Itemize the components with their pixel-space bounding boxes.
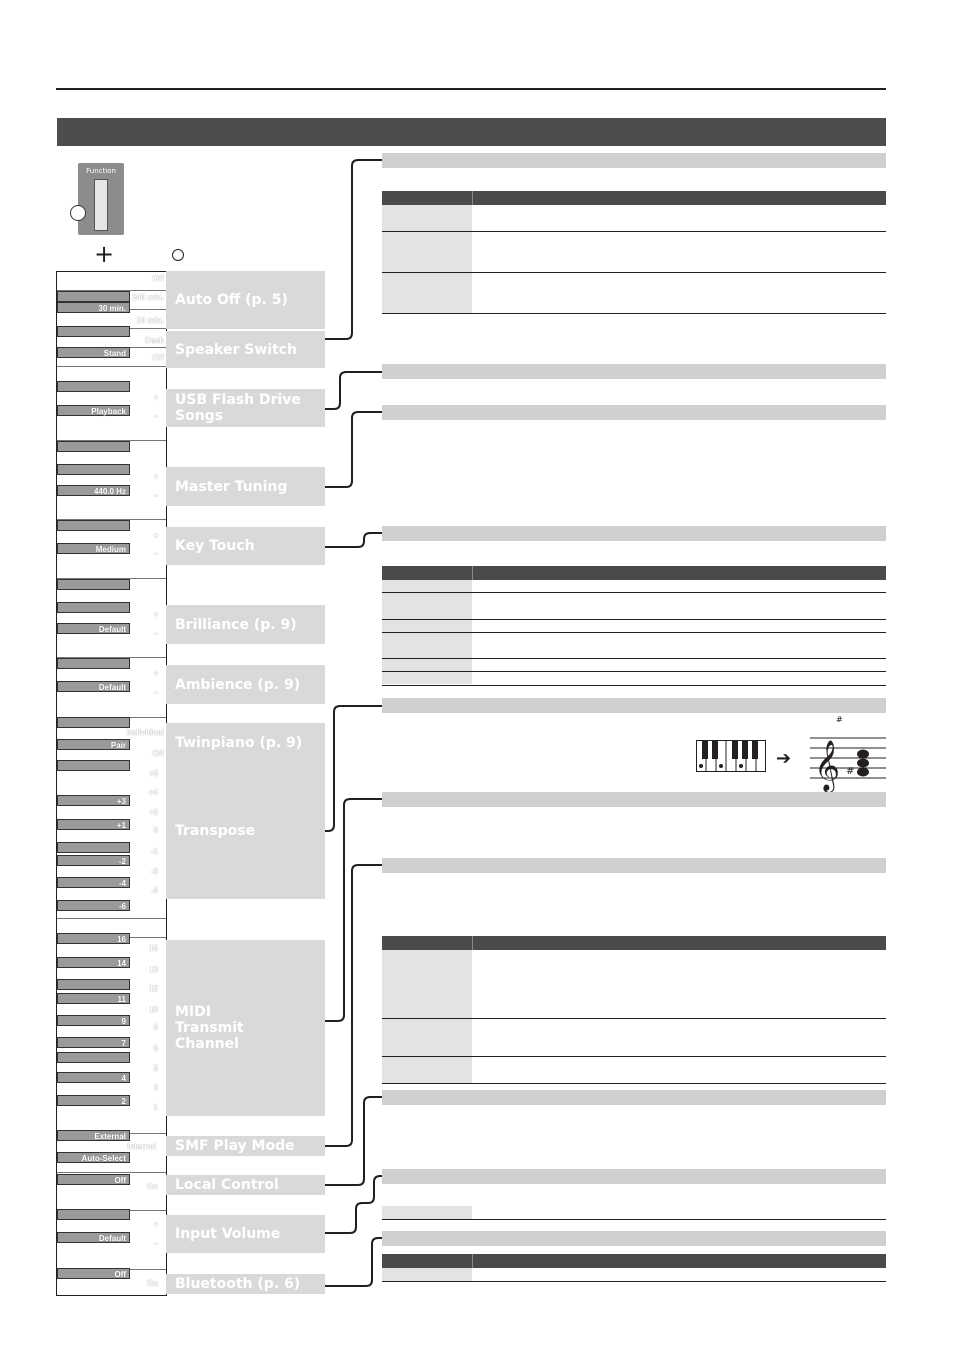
key-label-10: 10 min. bbox=[136, 316, 164, 325]
label-master-tuning: Master Tuning bbox=[166, 467, 325, 506]
arrow-right-icon: ➔ bbox=[776, 748, 792, 769]
label-key-touch: Key Touch bbox=[166, 527, 325, 565]
transpose-label: +3 bbox=[116, 797, 126, 806]
key-label-external: External bbox=[94, 1132, 126, 1141]
label-usb-songs: USB Flash Drive Songs bbox=[166, 389, 325, 427]
key-label-minus: – bbox=[153, 491, 158, 500]
transpose-label: -4 bbox=[118, 879, 126, 888]
key-label-minus: – bbox=[153, 688, 158, 697]
midi-label: 15 bbox=[149, 944, 158, 953]
key-label-default: Default bbox=[98, 683, 126, 692]
midi-label: 14 bbox=[117, 959, 126, 968]
label-auto-off: Auto Off (p. 5) bbox=[166, 271, 325, 329]
key-label-240: 240 min. bbox=[131, 293, 164, 302]
key-label-plus: + bbox=[153, 531, 158, 540]
label-smf-play-mode: SMF Play Mode bbox=[166, 1136, 325, 1156]
key-label-stand: Stand bbox=[103, 349, 126, 358]
key-label-local-on: On bbox=[146, 1182, 158, 1191]
key-label-plus: + bbox=[153, 472, 158, 481]
midi-label: 11 bbox=[117, 995, 126, 1004]
midi-label: 13 bbox=[149, 965, 158, 974]
label-twinpiano: Twinpiano (p. 9) bbox=[166, 723, 325, 762]
key-label-hz: 440.0 Hz bbox=[93, 487, 126, 496]
label-speaker-switch: Speaker Switch bbox=[166, 331, 325, 368]
key-label-local-off: Off bbox=[114, 1176, 126, 1185]
transpose-label: 0 bbox=[153, 826, 158, 835]
key-label-plus: + bbox=[153, 393, 158, 402]
midi-label: 6 bbox=[153, 1044, 158, 1053]
midi-label: 10 bbox=[149, 1005, 158, 1014]
key-label-desk: Desk bbox=[144, 336, 164, 345]
plus-icon: + bbox=[94, 240, 115, 268]
label-transpose: Transpose bbox=[166, 762, 325, 899]
key-label-pair: Pair bbox=[110, 741, 126, 750]
key-label-minus: – bbox=[153, 1239, 158, 1248]
label-brilliance: Brilliance (p. 9) bbox=[166, 605, 325, 644]
midi-label: 8 bbox=[153, 1023, 158, 1032]
key-label-minus: – bbox=[153, 412, 158, 421]
key-label-plus: + bbox=[153, 669, 158, 678]
function-label: Function bbox=[86, 167, 116, 175]
key-label-default: Default bbox=[98, 625, 126, 634]
key-label-default: Default bbox=[98, 1234, 126, 1243]
key-label-internal: Internal bbox=[127, 1142, 156, 1151]
key-label-minus: – bbox=[153, 629, 158, 638]
key-label-auto: Auto-Select bbox=[81, 1154, 126, 1163]
midi-label: 7 bbox=[121, 1039, 126, 1048]
midi-label: 16 bbox=[117, 935, 126, 944]
midi-label: 4 bbox=[121, 1074, 126, 1083]
key-label-medium: Medium bbox=[95, 545, 126, 554]
transpose-label: +5 bbox=[148, 769, 158, 778]
transpose-label: -5 bbox=[150, 886, 158, 895]
transpose-label: -6 bbox=[118, 902, 126, 911]
label-ambience: Ambience (p. 9) bbox=[166, 665, 325, 704]
svg-text:#: # bbox=[846, 766, 855, 777]
transpose-label: -1 bbox=[150, 847, 158, 856]
transpose-label: +2 bbox=[148, 808, 158, 817]
label-bluetooth: Bluetooth (p. 6) bbox=[166, 1274, 325, 1294]
svg-text:#: # bbox=[836, 716, 843, 724]
key-label-speaker-off: Off bbox=[152, 353, 164, 362]
key-label-individual: Individual bbox=[126, 728, 164, 737]
midi-label: 1 bbox=[153, 1103, 158, 1112]
transpose-label: +1 bbox=[116, 821, 126, 830]
label-input-volume: Input Volume bbox=[166, 1215, 325, 1253]
label-local-control: Local Control bbox=[166, 1175, 325, 1195]
transpose-label: -3 bbox=[150, 867, 158, 876]
key-label-plus: + bbox=[153, 1220, 158, 1229]
key-label-30: 30 min. bbox=[98, 304, 126, 313]
key-label-off: Off bbox=[152, 274, 164, 283]
transpose-label: -2 bbox=[118, 857, 126, 866]
key-label-bt-on: On bbox=[146, 1279, 158, 1288]
midi-label: 2 bbox=[121, 1097, 126, 1106]
midi-label: 5 bbox=[153, 1064, 158, 1073]
key-label-plus: + bbox=[153, 610, 158, 619]
key-label-twin-off: Off bbox=[152, 749, 164, 758]
transpose-label: +4 bbox=[148, 788, 158, 797]
midi-label: 9 bbox=[121, 1017, 126, 1026]
label-midi-channel: MIDI Transmit Channel bbox=[166, 940, 325, 1116]
svg-text:𝄞: 𝄞 bbox=[814, 740, 841, 791]
key-label-playback: Playback bbox=[91, 407, 126, 416]
key-label-bt-off: Off bbox=[114, 1270, 126, 1279]
midi-label: 3 bbox=[153, 1083, 158, 1092]
midi-label: 12 bbox=[149, 984, 158, 993]
key-label-minus: – bbox=[153, 549, 158, 558]
